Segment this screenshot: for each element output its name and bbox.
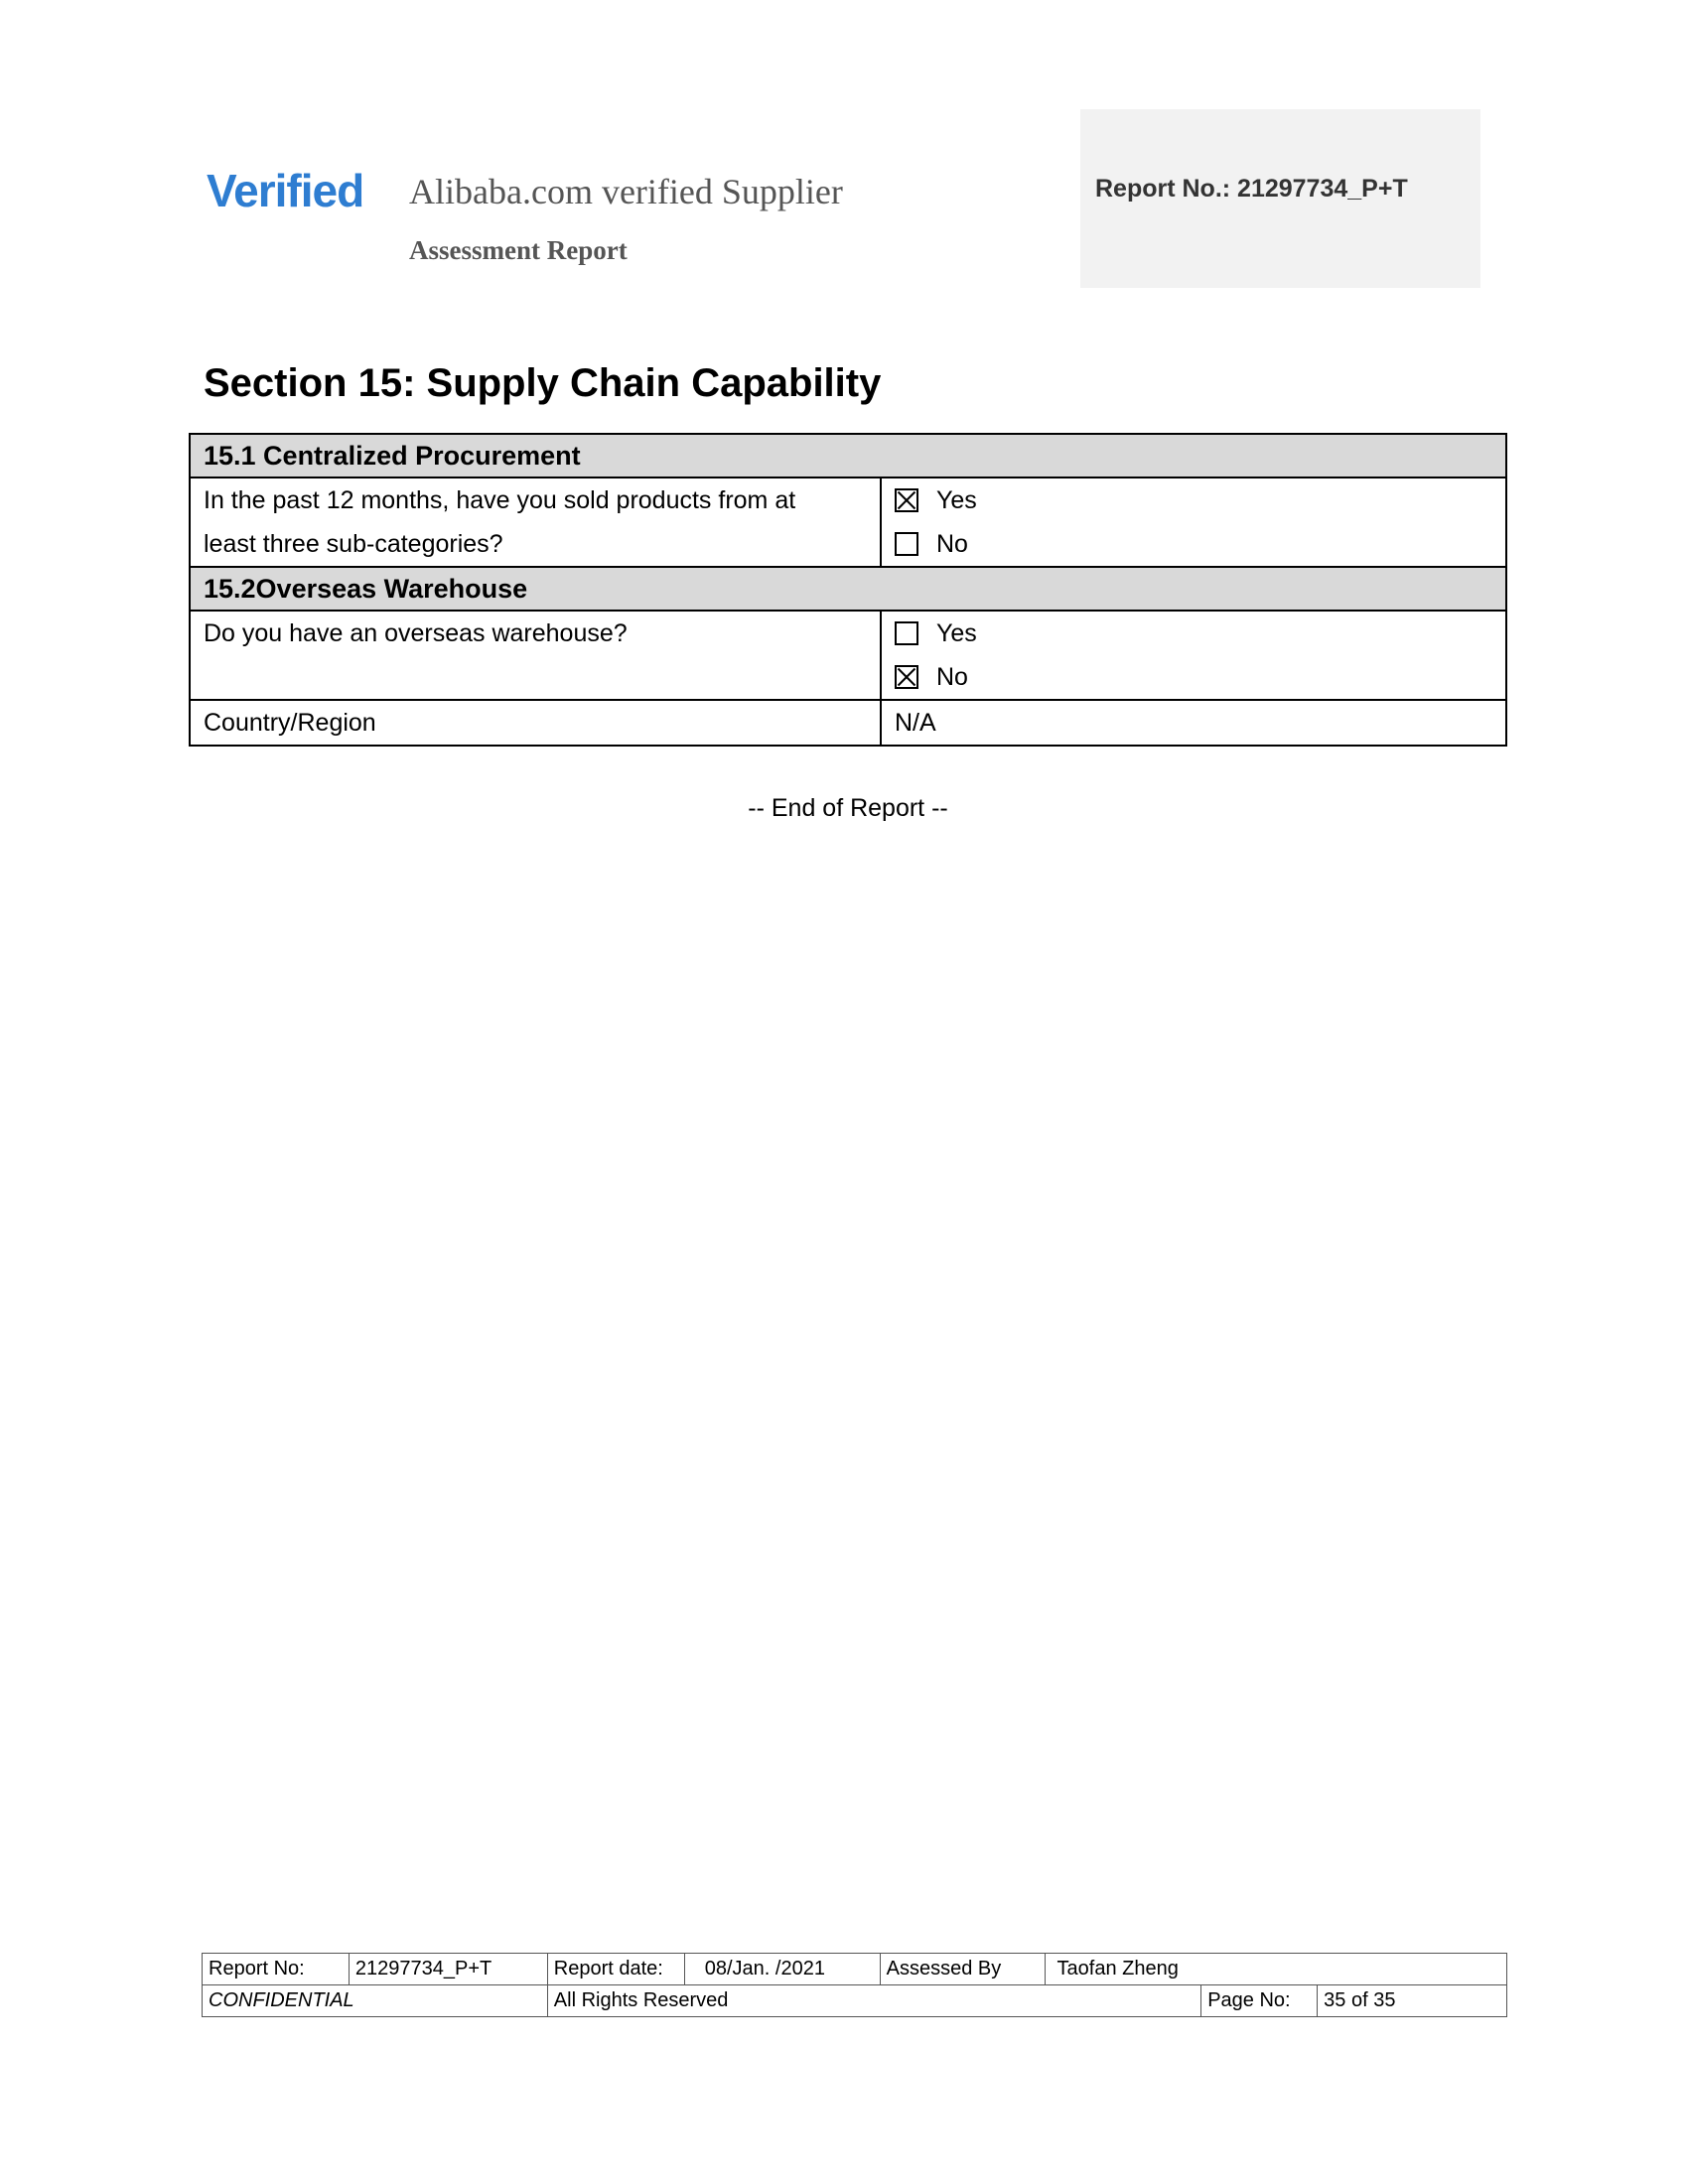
footer-page-no-value: 35 of 35 [1318,1985,1507,2017]
section-header-row [190,567,1506,611]
question-row [190,611,1506,700]
section-title: Section 15: Supply Chain Capability [204,361,882,405]
footer-report-date-label: Report date: [547,1954,684,1985]
option-yes-label: Yes [936,619,977,647]
footer-row-2 [203,1985,1507,2017]
footer-row-1 [203,1954,1507,1985]
option-no-label: No [936,663,968,691]
option-yes [895,612,1492,655]
question-text-line2: least three sub-categories? [204,530,503,558]
option-no [895,522,1492,566]
verified-logo [201,159,379,222]
country-label: Country/Region [190,700,881,746]
question-row [190,478,1506,567]
header-title: Alibaba.com verified Supplier [409,172,843,211]
footer-table [202,1953,1507,2017]
checked-checkbox-icon [895,488,918,512]
supply-chain-table [189,433,1507,747]
question-cell [190,611,881,700]
option-yes-label: Yes [936,486,977,514]
footer-confidential: CONFIDENTIAL [203,1985,548,2017]
country-row [190,700,1506,746]
unchecked-checkbox-icon [895,621,918,645]
question-text: Do you have an overseas warehouse? [204,619,628,647]
end-of-report: -- End of Report -- [748,794,948,822]
footer-report-no-label: Report No: [203,1954,350,1985]
answer-cell [881,611,1506,700]
answer-cell [881,478,1506,567]
question-text-line1: In the past 12 months, have you sold products from at [204,486,796,514]
footer-report-no-value: 21297734_P+T [349,1954,547,1985]
checked-checkbox-icon [895,665,918,689]
question-cell [190,478,881,567]
unchecked-checkbox-icon [895,532,918,556]
footer-report-date-value: 08/Jan. /2021 [684,1954,880,1985]
option-no [895,655,1492,699]
report-number-box [1080,109,1480,288]
footer-page-no-label: Page No: [1201,1985,1318,2017]
section-15-1-title: 15.1 Centralized Procurement [190,434,1506,478]
footer-rights: All Rights Reserved [547,1985,1200,2017]
footer-assessed-by-label: Assessed By [880,1954,1045,1985]
report-number: Report No.: 21297734_P+T [1095,175,1408,203]
option-yes [895,478,1492,522]
logo-text: Verified [207,165,364,216]
country-value: N/A [881,700,1506,746]
section-header-row [190,434,1506,478]
footer-assessed-by-value: Taofan Zheng [1045,1954,1506,1985]
option-no-label: No [936,530,968,558]
header-subtitle: Assessment Report [409,235,628,265]
section-15-2-title: 15.2Overseas Warehouse [190,567,1506,611]
